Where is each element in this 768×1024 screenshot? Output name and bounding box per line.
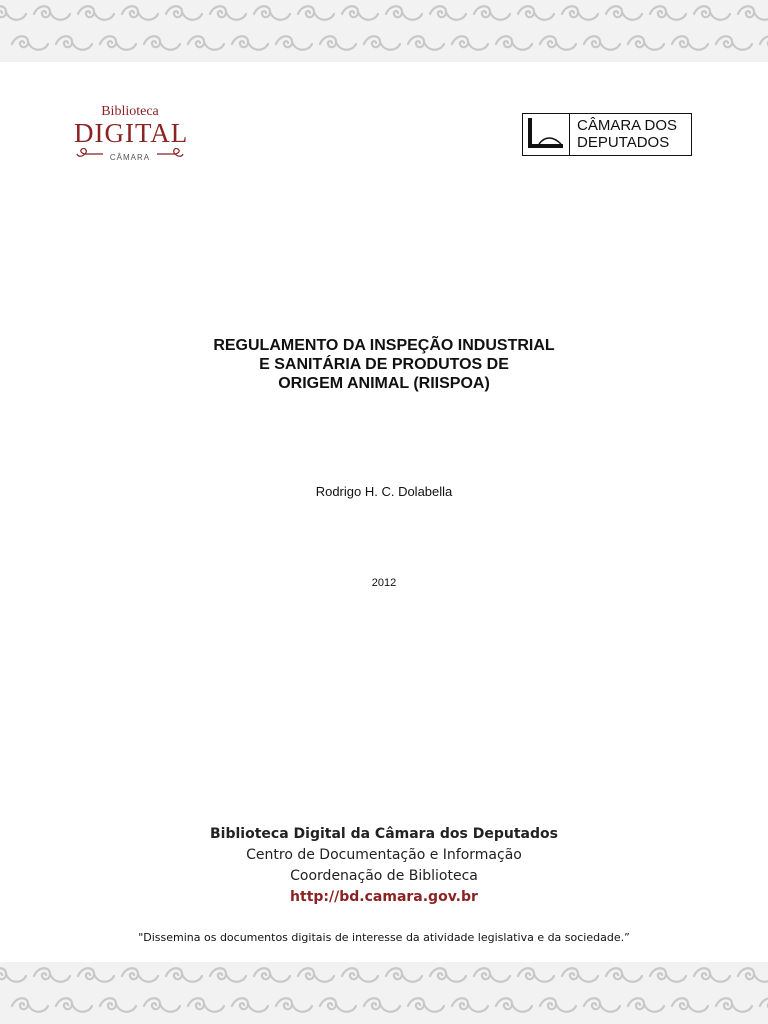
swirl-ornament <box>628 36 664 50</box>
swirl-ornament <box>12 998 48 1012</box>
swirl-ornament <box>188 998 224 1012</box>
swirl-ornament <box>408 36 444 50</box>
swirl-ornament <box>672 998 708 1012</box>
swirl-ornament <box>584 998 620 1012</box>
footer-coordination: Coordenação de Biblioteca <box>290 868 478 884</box>
swirl-ornament <box>716 36 752 50</box>
swirl-ornament <box>56 998 92 1012</box>
footer-center: Centro de Documentação e Informação <box>246 847 522 863</box>
swirl-ornament <box>408 998 444 1012</box>
swirl-ornament <box>760 998 768 1012</box>
swirl-ornament <box>430 6 466 20</box>
swirl-ornament <box>34 6 70 20</box>
swirl-ornament <box>474 6 510 20</box>
swirl-ornament <box>78 6 114 20</box>
swirl-ornament <box>584 36 620 50</box>
swirl-ornament <box>474 968 510 982</box>
swirl-ornament <box>166 6 202 20</box>
swirl-ornament <box>650 968 686 982</box>
swirl-ornament <box>100 36 136 50</box>
swirl-pattern-bottom <box>0 962 768 1024</box>
decorative-swirl-band-top <box>0 0 768 62</box>
swirl-ornament <box>364 998 400 1012</box>
swirl-ornament <box>166 968 202 982</box>
swirl-ornament <box>232 998 268 1012</box>
swirl-ornament <box>0 6 26 20</box>
mission-quote: "Dissemina os documentos digitais de interesse da atividade legislativa e da sociedade.” <box>138 931 630 944</box>
swirl-ornament <box>496 36 532 50</box>
logo-camara-text: CÂMARA <box>109 153 151 162</box>
swirl-ornament <box>12 36 48 50</box>
swirl-ornament <box>518 6 554 20</box>
swirl-ornament <box>386 6 422 20</box>
footer-url-link[interactable]: http://bd.camara.gov.br <box>290 889 478 905</box>
swirl-ornament <box>386 968 422 982</box>
swirl-ornament <box>210 6 246 20</box>
camara-dos-deputados-logo <box>522 113 692 156</box>
decorative-swirl-band-bottom <box>0 962 768 1024</box>
swirl-ornament <box>760 36 768 50</box>
swirl-ornament <box>0 968 26 982</box>
swirl-ornament <box>188 36 224 50</box>
swirl-ornament <box>298 6 334 20</box>
swirl-ornament <box>518 968 554 982</box>
logo-deputados-text: DEPUTADOS <box>577 134 670 151</box>
swirl-ornament <box>738 6 768 20</box>
swirl-ornament <box>628 998 664 1012</box>
swirl-ornament <box>562 6 598 20</box>
swirl-ornament <box>276 36 312 50</box>
swirl-ornament <box>716 998 752 1012</box>
swirl-ornament <box>694 968 730 982</box>
swirl-ornament <box>364 36 400 50</box>
swirl-ornament <box>34 968 70 982</box>
swirl-ornament <box>430 968 466 982</box>
swirl-ornament <box>254 6 290 20</box>
swirl-ornament <box>562 968 598 982</box>
swirl-ornament <box>320 998 356 1012</box>
logo-swirl-left-icon <box>76 148 104 160</box>
swirl-ornament <box>650 6 686 20</box>
swirl-ornament <box>56 36 92 50</box>
swirl-ornament <box>144 998 180 1012</box>
swirl-ornament <box>122 968 158 982</box>
swirl-ornament <box>452 36 488 50</box>
swirl-ornament <box>694 6 730 20</box>
swirl-ornament <box>78 968 114 982</box>
swirl-ornament <box>738 968 768 982</box>
biblioteca-digital-logo <box>74 104 189 164</box>
swirl-ornament <box>320 36 356 50</box>
swirl-ornament <box>254 968 290 982</box>
swirl-ornament <box>540 998 576 1012</box>
publication-year: 2012 <box>371 577 397 589</box>
logo-camara-dos-text: CÂMARA DOS <box>577 117 678 134</box>
swirl-ornament <box>342 6 378 20</box>
swirl-ornament <box>298 968 334 982</box>
swirl-ornament <box>276 998 312 1012</box>
author-name: Rodrigo H. C. Dolabella <box>315 484 453 499</box>
swirl-ornament <box>540 36 576 50</box>
title-line-2: E SANITÁRIA DE PRODUTOS DE <box>259 356 509 373</box>
swirl-ornament <box>496 998 532 1012</box>
swirl-ornament <box>342 968 378 982</box>
swirl-ornament <box>606 6 642 20</box>
logo-swirl-right-icon <box>156 148 184 160</box>
swirl-ornament <box>210 968 246 982</box>
footer-institution: Biblioteca Digital da Câmara dos Deputados <box>210 826 558 842</box>
footer-block <box>84 824 684 908</box>
logo-biblioteca-text: Biblioteca <box>101 104 159 119</box>
swirl-ornament <box>452 998 488 1012</box>
swirl-ornament <box>606 968 642 982</box>
title-line-3: ORIGEM ANIMAL (RIISPOA) <box>278 375 490 392</box>
title-line-1: REGULAMENTO DA INSPEÇÃO INDUSTRIAL <box>213 337 555 354</box>
document-title <box>84 336 684 393</box>
swirl-ornament <box>100 998 136 1012</box>
camara-building-icon <box>523 114 570 155</box>
logo-digital-text: DIGITAL <box>74 118 189 148</box>
swirl-ornament <box>232 36 268 50</box>
swirl-ornament <box>144 36 180 50</box>
swirl-pattern-top <box>0 0 768 62</box>
swirl-ornament <box>672 36 708 50</box>
swirl-ornament <box>122 6 158 20</box>
